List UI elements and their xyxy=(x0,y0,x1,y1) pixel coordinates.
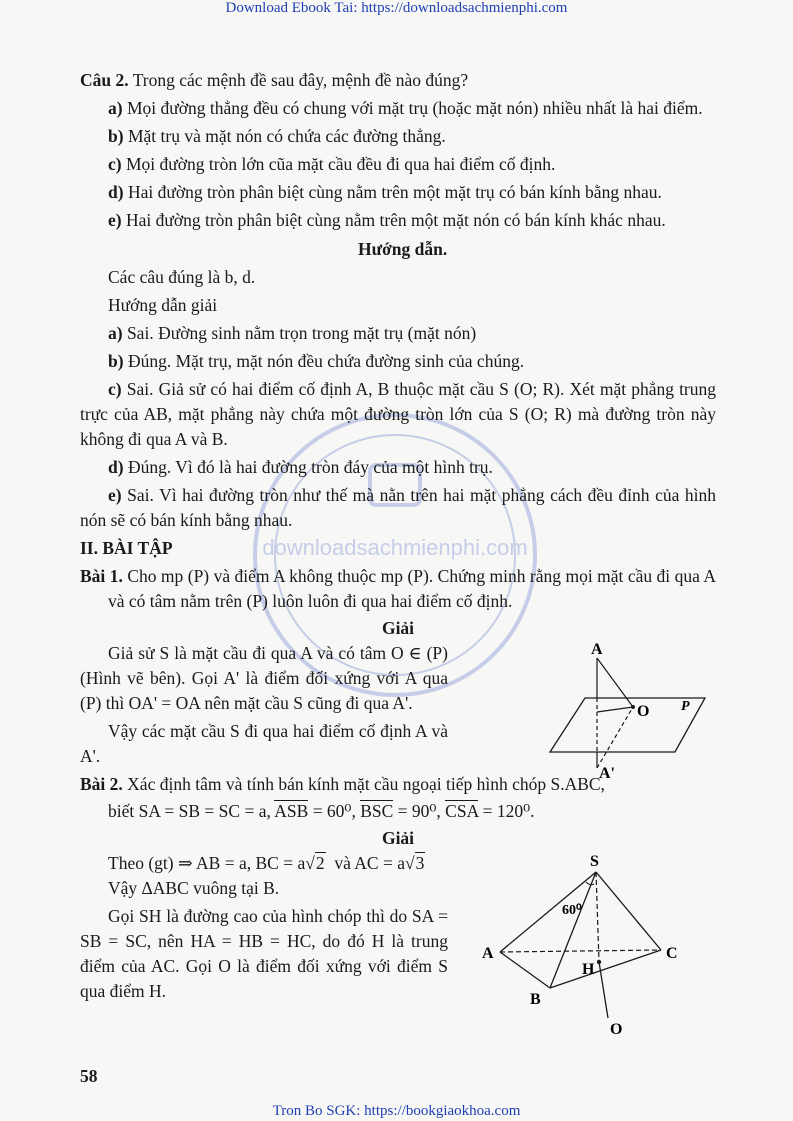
item-text: Đúng. Vì đó là hai đường tròn đáy của một hình trụ. xyxy=(127,457,493,477)
bai1-problem xyxy=(80,564,716,614)
option-text: Mọi đường thẳng đều có chung với mặt trụ (hoặc mặt nón) nhiều nhất là hai điểm. xyxy=(126,98,703,118)
fig1-label-a2: A' xyxy=(599,765,615,780)
huongdan-title: Hướng dẫn. xyxy=(358,239,448,259)
item-label: c) xyxy=(108,379,122,399)
segment-ho xyxy=(599,962,608,1018)
angle-asb: ASB xyxy=(274,801,309,821)
option-text: Hai đường tròn phân biệt cùng nằm trên một mặt trụ có bán kính bằng nhau. xyxy=(127,182,662,202)
bai1-giai: Giải xyxy=(381,618,415,638)
item-label: a) xyxy=(108,323,123,343)
angle-csa-value: = 120⁰. xyxy=(482,801,535,821)
fig2-label-s: S xyxy=(590,853,599,870)
figure-pyramid xyxy=(478,850,688,1040)
bai2-line1-mid: và AC = a xyxy=(334,853,405,873)
option-text: Mọi đường tròn lớn cũa mặt cầu đều đi qua hai điểm cố định. xyxy=(125,154,556,174)
option-label: b) xyxy=(108,126,124,146)
point-o xyxy=(631,705,635,709)
watermark-text: downloadsachmienphi.com xyxy=(262,535,528,560)
edge-sc xyxy=(596,872,661,950)
bai2-given xyxy=(80,799,716,824)
angle-csa: CSA xyxy=(445,801,479,821)
huongdan-item-d xyxy=(80,455,716,480)
item-label: e) xyxy=(108,485,122,505)
section-title: II. BÀI TẬP xyxy=(80,538,173,558)
segment-a2o xyxy=(597,707,633,768)
bai2-line-3: Gọi SH là đường cao của hình chóp thì do SA = SB = SC, nên HA = HB = HC, do đó H là trung điểm của AC. Gọi O là điểm đối xứng với điểm S qua điểm H. xyxy=(80,906,448,1001)
item-text: Sai. Đường sinh nằm trọn trong mặt trụ (mặt nón) xyxy=(126,323,477,343)
sqrt-3: 3 xyxy=(415,853,425,873)
bai2-label: Bài 2. xyxy=(80,774,123,794)
height-sh-hidden xyxy=(596,872,599,962)
bai1-solution-2: Vậy các mặt cầu S đi qua hai điểm cố định A và A'. xyxy=(80,721,448,766)
huongdan-item-a xyxy=(80,321,716,346)
segment-ho xyxy=(597,707,633,712)
fig2-label-c: C xyxy=(666,945,678,962)
cau2-label: Câu 2. xyxy=(80,70,129,90)
point-h xyxy=(597,960,601,964)
fig2-label-b: B xyxy=(530,991,541,1008)
cau2-question xyxy=(80,68,716,93)
item-label: b) xyxy=(108,351,124,371)
sqrt-2: 2 xyxy=(315,853,325,873)
option-d xyxy=(80,180,716,205)
option-label: e) xyxy=(108,210,122,230)
huongdan-item-c xyxy=(80,377,716,452)
fig2-label-angle: 60⁰ xyxy=(562,903,582,918)
option-e xyxy=(80,208,716,233)
option-a xyxy=(80,96,716,121)
huongdan-item-e xyxy=(80,483,716,533)
fig1-label-p: P xyxy=(681,699,690,714)
cau2-question-text: Trong các mệnh đề sau đây, mệnh đề nào đúng? xyxy=(132,70,469,90)
option-c xyxy=(80,152,716,177)
option-text: Mặt trụ và mặt nón có chứa các đường thẳng. xyxy=(127,126,446,146)
item-text: Đúng. Mặt trụ, mặt nón đều chứa đường sinh của chúng. xyxy=(127,351,525,371)
angle-asb-value: = 60⁰, xyxy=(312,801,356,821)
option-label: c) xyxy=(108,154,122,174)
bai1-solution-1: Giả sử S là mặt cầu đi qua A và có tâm O ∈ (P) (Hình vẽ bên). Gọi A' là điểm đối xứng với A qua (P) thì OA' = OA nên mặt cầu S cũng đi qua A'. xyxy=(80,643,448,713)
page-footer[interactable]: Tron Bo SGK: https://bookgiaokhoa.com xyxy=(272,1103,521,1119)
bai2-line-2: Vậy ΔABC vuông tại B. xyxy=(108,878,280,898)
edge-ab xyxy=(500,952,550,988)
figure-plane-sphere xyxy=(545,640,720,780)
bai1-label: Bài 1. xyxy=(80,566,123,586)
bai1-text: Cho mp (P) và điểm A không thuộc mp (P). Chứng minh rằng mọi mặt cầu đi qua A và có tâm nằm trên (P) luôn luôn đi qua hai điểm cố định. xyxy=(108,566,716,611)
option-b xyxy=(80,124,716,149)
huongdan-item-b xyxy=(80,349,716,374)
fig2-label-h: H xyxy=(582,961,595,978)
fig2-label-a: A xyxy=(482,945,494,962)
option-label: a) xyxy=(108,98,123,118)
bai2-line-1: Theo (gt) ⇒ AB = a, BC = a√2 và AC = a√3 xyxy=(108,853,425,873)
edge-ac-hidden xyxy=(500,950,661,952)
fig1-label-o: O xyxy=(637,703,650,720)
option-text: Hai đường tròn phân biệt cùng nằm trên một mặt nón có bán kính khác nhau. xyxy=(125,210,666,230)
angle-bsc-value: = 90⁰, xyxy=(397,801,441,821)
page-header[interactable]: Download Ebook Tai: https://downloadsachmienphi.com xyxy=(225,0,568,16)
fig1-label-a: A xyxy=(591,641,603,658)
item-text: Sai. Vì hai đường tròn như thế mà nằn trên hai mặt phẳng cách đều đỉnh của hình nón sẽ có bán kính bằng nhau. xyxy=(80,485,716,530)
option-label: d) xyxy=(108,182,124,202)
bai2-giai: Giải xyxy=(381,828,415,848)
angle-arc xyxy=(586,882,594,885)
huongdan-answer: Các câu đúng là b, d. xyxy=(108,267,256,287)
fig2-label-o: O xyxy=(610,1021,623,1038)
angle-bsc: BSC xyxy=(360,801,394,821)
huongdan-subtitle: Hướng dẫn giải xyxy=(108,295,218,315)
edge-bc xyxy=(550,950,661,988)
segment-ao xyxy=(597,658,633,707)
bai2-line1-prefix: Theo (gt) ⇒ AB = a, BC = a xyxy=(108,853,306,873)
bai2-given-prefix: biết SA = SB = SC = a, xyxy=(108,801,271,821)
item-text: Sai. Giả sử có hai điểm cố định A, B thuộc mặt cầu S (O; R). Xét mặt phẳng trung trực của AB, mặt phẳng này chứa một đường tròn lớn của S (O; R) mà đường tròn này không đi qua A và B. xyxy=(80,379,717,449)
item-label: d) xyxy=(108,457,124,477)
bai2-text: Xác định tâm và tính bán kính mặt cầu ngoại tiếp hình chóp S.ABC, xyxy=(127,774,605,794)
page-number: 58 xyxy=(80,1066,98,1086)
